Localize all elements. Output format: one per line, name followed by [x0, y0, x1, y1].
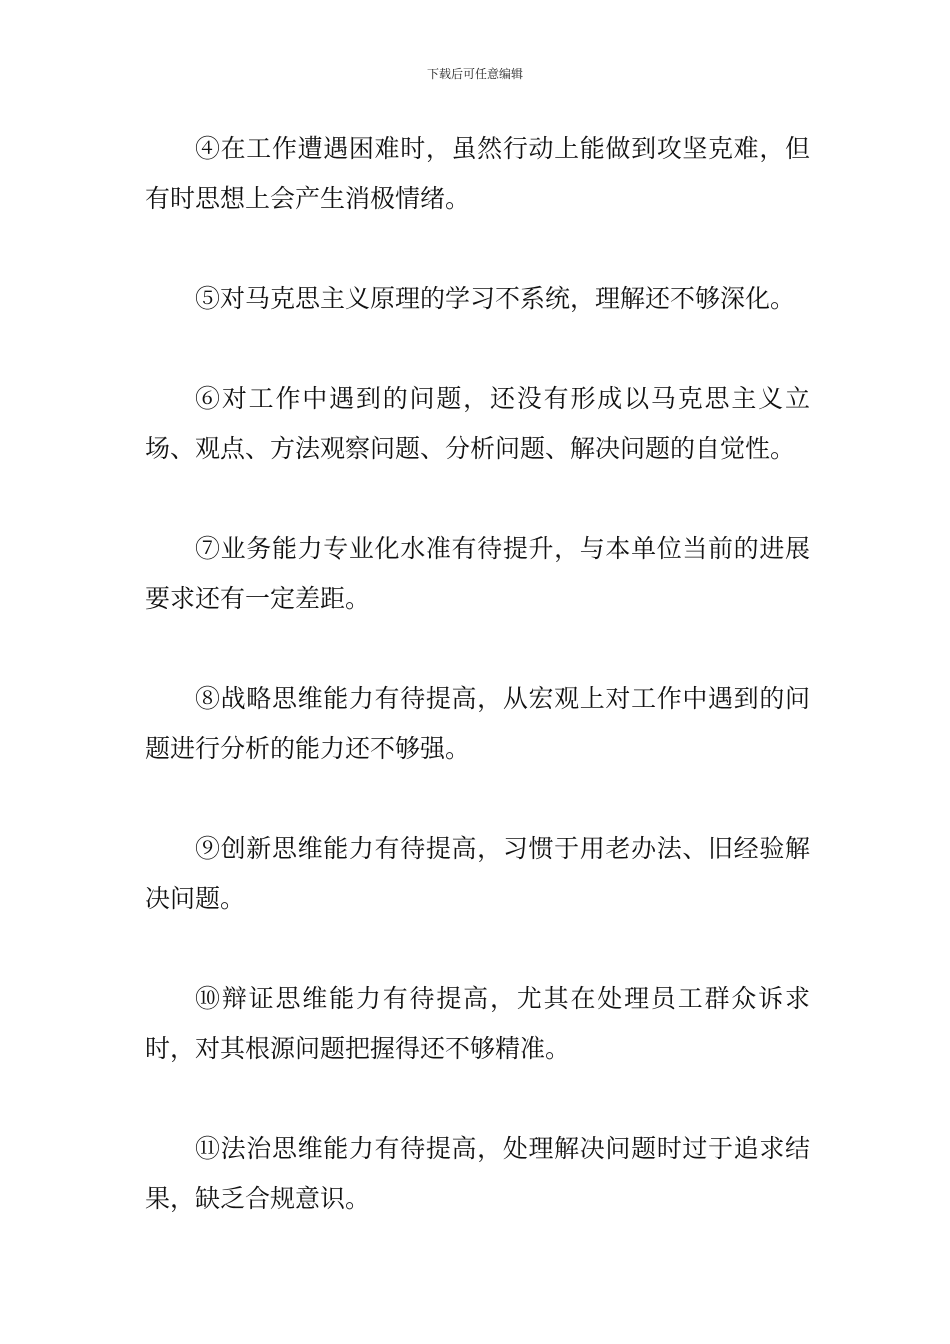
paragraph-item-9: ⑨创新思维能力有待提高，习惯于用老办法、旧经验解决问题。: [145, 834, 810, 913]
paragraph-item-11: ⑪法治思维能力有待提高，处理解决问题时过于追求结果，缺乏合规意识。: [145, 1134, 810, 1213]
paragraph-item-8: ⑧战略思维能力有待提高，从宏观上对工作中遇到的问题进行分析的能力还不够强。: [145, 684, 810, 763]
paragraph-item-7: ⑦业务能力专业化水准有待提升，与本单位当前的进展要求还有一定差距。: [145, 534, 810, 613]
paragraph-item-4: ④在工作遭遇困难时，虽然行动上能做到攻坚克难，但有时思想上会产生消极情绪。: [145, 134, 810, 213]
paragraph-item-6: ⑥对工作中遇到的问题，还没有形成以马克思主义立场、观点、方法观察问题、分析问题、解决问题的自觉性。: [145, 384, 810, 463]
paragraph-item-5: ⑤对马克思主义原理的学习不系统，理解还不够深化。: [195, 284, 796, 313]
page-header-note: 下载后可任意编辑: [426, 67, 523, 81]
paragraph-item-10: ⑩辩证思维能力有待提高，尤其在处理员工群众诉求时，对其根源问题把握得还不够精准。: [145, 984, 810, 1063]
document-body: [145, 124, 810, 1274]
